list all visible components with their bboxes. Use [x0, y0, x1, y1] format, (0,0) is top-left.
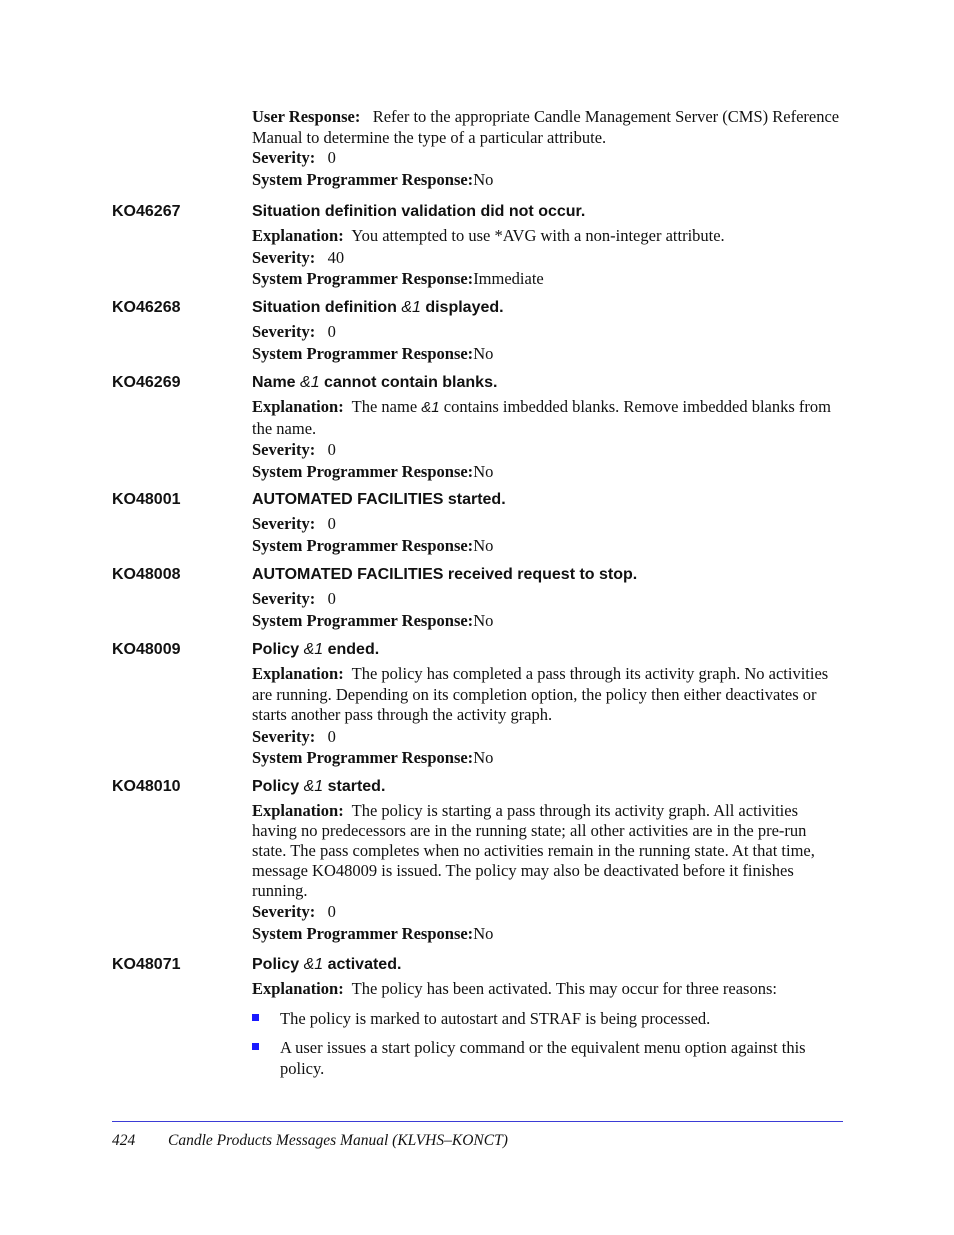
severity-value: 0 — [327, 589, 336, 608]
list-item — [252, 1008, 844, 1029]
title-text: Policy — [252, 641, 304, 658]
explanation-variable: &1 — [421, 399, 440, 416]
title-text: activated. — [323, 956, 402, 973]
sys-prog-value: No — [473, 461, 494, 481]
severity — [252, 248, 844, 269]
message-id: KO48008 — [112, 566, 181, 583]
manual-title: Candle Products Messages Manual (KLVHS–KONCT) — [168, 1132, 508, 1149]
list-item-text: The policy is marked to autostart and STRAF is being processed. — [280, 1008, 711, 1028]
severity-label: Severity: — [252, 589, 316, 608]
title-text: Policy — [252, 956, 304, 973]
severity-label: Severity: — [252, 322, 316, 341]
explanation-label: Explanation: — [252, 801, 344, 820]
list-item — [252, 1037, 844, 1079]
sys-prog-label: System Programmer Response: — [252, 923, 474, 943]
severity-value: 0 — [327, 148, 336, 167]
page-footer — [112, 1131, 508, 1151]
severity-value: 0 — [327, 322, 336, 341]
message-id: KO48009 — [112, 641, 181, 658]
severity — [252, 902, 844, 923]
message-title — [252, 298, 844, 318]
explanation-label: Explanation: — [252, 397, 344, 416]
sys-prog-value: Immediate — [473, 269, 544, 288]
title-text: ended. — [323, 641, 380, 658]
explanation-label: Explanation: — [252, 226, 344, 245]
sys-prog-label: System Programmer Response: — [252, 535, 474, 555]
message-body — [252, 777, 844, 945]
explanation — [252, 801, 844, 901]
severity-label: Severity: — [252, 247, 316, 267]
severity-value: 0 — [327, 726, 336, 746]
severity-value: 0 — [327, 514, 336, 533]
explanation-text: The name — [351, 397, 422, 416]
sys-prog-label: System Programmer Response: — [252, 748, 474, 767]
message-body — [252, 298, 844, 365]
title-text: Policy — [252, 778, 304, 795]
message-body — [252, 565, 844, 632]
sys-prog-value: No — [473, 923, 494, 943]
message-id: KO46268 — [112, 299, 181, 316]
user-response-label: User Response: — [252, 107, 361, 126]
explanation — [252, 664, 844, 726]
sys-prog-value: No — [473, 610, 494, 630]
sys-prog-value: No — [473, 169, 494, 189]
message-id: KO46269 — [112, 374, 181, 391]
title-variable: &1 — [401, 299, 421, 316]
system-programmer-response — [252, 462, 844, 483]
explanation-text: The policy has completed a pass through its activity graph. No activities are running. Depending on its completion option, the policy then either deactivates or starts another pass through the activity graph. — [252, 664, 829, 724]
title-text: Situation definition — [252, 299, 402, 316]
severity — [252, 322, 844, 343]
message-title — [252, 955, 844, 975]
explanation-text: The policy has been activated. This may occur for three reasons: — [351, 979, 777, 998]
message-title: AUTOMATED FACILITIES received request to stop. — [252, 566, 638, 583]
sys-prog-value: No — [473, 748, 494, 767]
message-title — [252, 777, 844, 797]
system-programmer-response — [252, 748, 844, 769]
list-item-text: A user issues a start policy command or the equivalent menu option against this policy. — [280, 1037, 806, 1078]
system-programmer-response — [252, 924, 844, 945]
title-text: Name — [252, 374, 301, 391]
sys-prog-label: System Programmer Response: — [252, 169, 474, 189]
message-body — [252, 202, 844, 291]
severity — [252, 440, 844, 461]
severity-value: 0 — [327, 440, 336, 459]
explanation-text: contains imbedded blanks. Remove imbedded blanks from the name. — [252, 397, 831, 438]
page-number: 424 — [112, 1132, 136, 1149]
system-programmer-response — [252, 536, 844, 557]
title-variable: &1 — [300, 374, 320, 391]
title-variable: &1 — [303, 956, 324, 973]
bullet-square-icon — [252, 1043, 259, 1050]
footer-rule — [112, 1121, 843, 1122]
severity — [252, 589, 844, 610]
message-id: KO46267 — [112, 203, 181, 220]
explanation — [252, 979, 844, 1000]
system-programmer-response — [252, 344, 844, 365]
sys-prog-value: No — [473, 535, 494, 555]
message-body — [252, 373, 844, 483]
title-text: cannot contain blanks. — [319, 374, 498, 391]
title-variable: &1 — [303, 778, 324, 795]
bullet-square-icon — [252, 1014, 259, 1021]
severity — [252, 514, 844, 535]
explanation — [252, 226, 844, 247]
title-text: displayed. — [420, 299, 504, 316]
sys-prog-label: System Programmer Response: — [252, 269, 474, 288]
explanation-label: Explanation: — [252, 664, 344, 683]
reason-list — [252, 1008, 844, 1079]
severity-label: Severity: — [252, 440, 316, 459]
message-body — [252, 490, 844, 557]
sys-prog-label: System Programmer Response: — [252, 461, 474, 481]
message-title: AUTOMATED FACILITIES started. — [252, 491, 506, 508]
severity-value: 40 — [327, 247, 345, 267]
severity-value: 0 — [327, 902, 336, 921]
title-variable: &1 — [303, 641, 324, 658]
continued-message-body — [252, 107, 844, 191]
user-response — [252, 107, 844, 148]
explanation-text: The policy is starting a pass through its activity graph. All activities having no predecessors are in the running state; all other activities are in the pre-run state. The pass completes when no activities remain in the running state. At that time, message KO48009 is issued. The policy may also be deactivated before it finishes running. — [252, 801, 815, 900]
severity-label: Severity: — [252, 726, 316, 746]
message-id: KO48010 — [112, 778, 181, 795]
message-id: KO48071 — [112, 956, 181, 973]
severity — [252, 727, 844, 748]
severity-label: Severity: — [252, 514, 316, 533]
message-title: Situation definition validation did not occur. — [252, 203, 586, 220]
system-programmer-response — [252, 611, 844, 632]
explanation — [252, 397, 844, 439]
severity-label: Severity: — [252, 148, 316, 167]
user-response-text: Refer to the appropriate Candle Management Server (CMS) Reference Manual to determine the type of a particular attribute. — [252, 107, 840, 147]
sys-prog-label: System Programmer Response: — [252, 610, 474, 630]
message-body — [252, 955, 844, 1079]
system-programmer-response — [252, 170, 844, 191]
explanation-text: You attempted to use *AVG with a non-integer attribute. — [351, 226, 725, 245]
message-id: KO48001 — [112, 491, 181, 508]
severity-label: Severity: — [252, 902, 316, 921]
system-programmer-response — [252, 269, 844, 290]
message-title — [252, 373, 844, 393]
message-title — [252, 640, 844, 660]
title-text: started. — [323, 778, 386, 795]
message-body — [252, 640, 844, 770]
explanation-label: Explanation: — [252, 979, 344, 998]
sys-prog-label: System Programmer Response: — [252, 343, 474, 363]
severity — [252, 148, 844, 169]
sys-prog-value: No — [473, 343, 494, 363]
